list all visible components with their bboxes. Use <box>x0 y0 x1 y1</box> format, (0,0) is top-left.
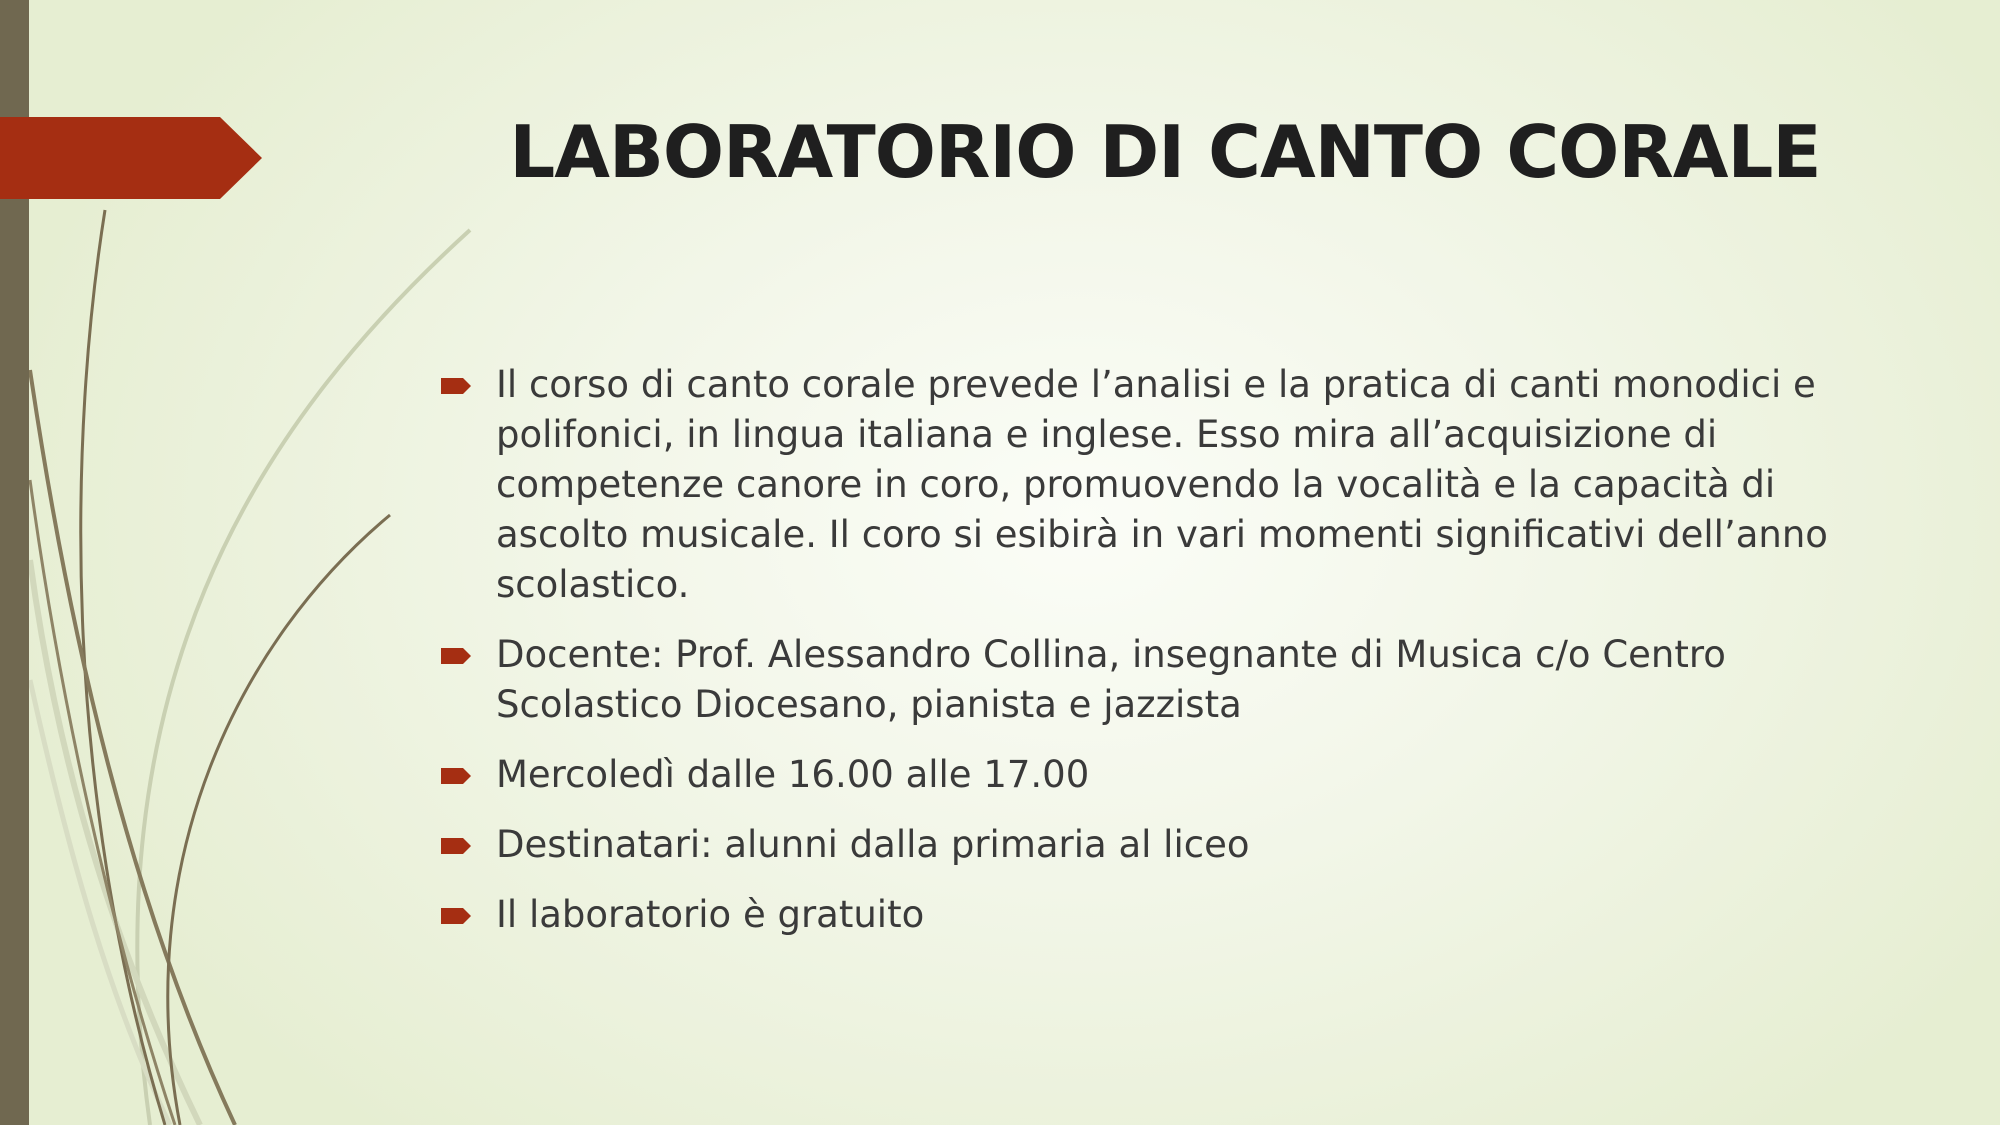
bullet-text: Il corso di canto corale prevede l’analisi e la pratica di canti monodici e polifonici, in lingua italiana e inglese. Esso mira all’acquisizione di competenze canore in coro, promuovendo la vocalità e la capacità di ascolto musicale. Il coro si esibirà in vari momenti significativi dell’anno scolastico. <box>496 363 1828 606</box>
bullet-item-teacher <box>440 630 1860 730</box>
bullet-text: Il laboratorio è gratuito <box>496 893 925 936</box>
bullet-item-cost <box>440 890 1860 940</box>
bullet-item-audience <box>440 820 1860 870</box>
slide-title: LABORATORIO DI CANTO CORALE <box>509 110 1821 194</box>
bullet-text: Destinatari: alunni dalla primaria al liceo <box>496 823 1250 866</box>
arrow-bullet-icon <box>441 906 473 926</box>
bullet-item-schedule <box>440 750 1860 800</box>
arrow-bullet-icon <box>441 836 473 856</box>
arrow-bullet-icon <box>441 766 473 786</box>
bullet-text: Docente: Prof. Alessandro Collina, insegnante di Musica c/o Centro Scolastico Diocesano, pianista e jazzista <box>496 633 1726 726</box>
bullet-text: Mercoledì dalle 16.00 alle 17.00 <box>496 753 1090 796</box>
arrow-bullet-icon <box>441 646 473 666</box>
bullet-list <box>440 360 1860 960</box>
arrow-bullet-icon <box>441 376 473 396</box>
bullet-item-description <box>440 360 1860 610</box>
